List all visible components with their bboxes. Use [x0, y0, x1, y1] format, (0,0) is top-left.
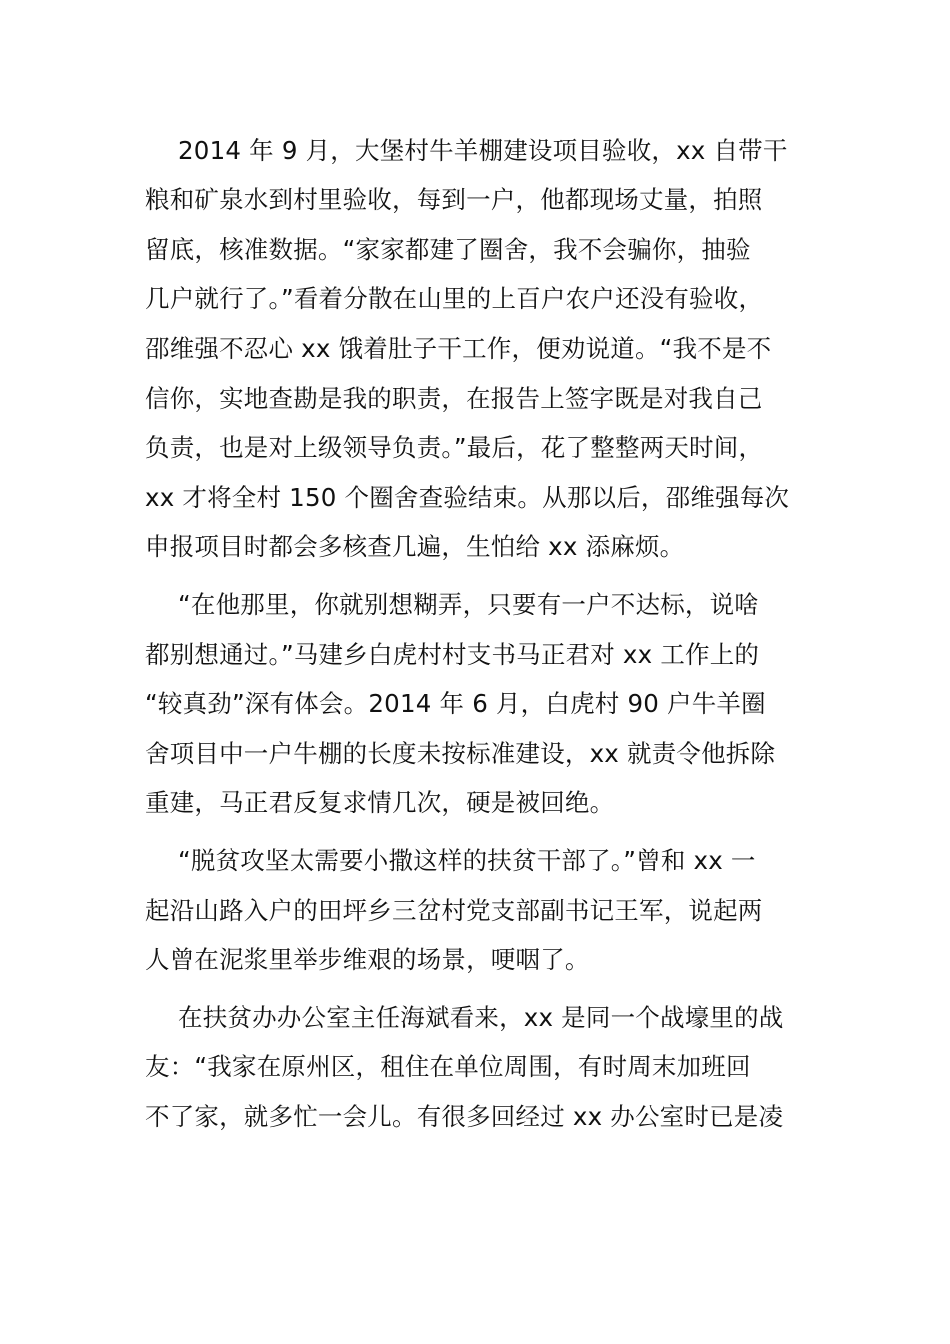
- paragraph-line: 申报项目时都会多核查几遍，生怕给 xx 添麻烦。: [145, 532, 685, 561]
- paragraph-line: xx 才将全村 150 个圈舍查验结束。从那以后，邵维强每次: [145, 483, 790, 512]
- paragraph-line: 信你，实地查勘是我的职责，在报告上签字既是对我自己: [145, 384, 763, 413]
- paragraph-line: “在他那里，你就别想糊弄，只要有一户不达标，说啥: [178, 590, 759, 619]
- paragraph-line: 在扶贫办办公室主任海斌看来，xx 是同一个战壕里的战: [178, 1003, 784, 1032]
- paragraph-line: 都别想通过。”马建乡白虎村村支书马正君对 xx 工作上的: [145, 640, 760, 669]
- paragraph-line: 粮和矿泉水到村里验收，每到一户，他都现场丈量，拍照: [145, 185, 763, 214]
- paragraph-line: 人曾在泥浆里举步维艰的场景，哽咽了。: [145, 945, 590, 974]
- paragraph-line: 起沿山路入户的田坪乡三岔村党支部副书记王军，说起两: [145, 896, 763, 925]
- paragraph-line: 留底，核准数据。“家家都建了圈舍，我不会骗你，抽验: [145, 235, 751, 264]
- paragraph-line: 不了家，就多忙一会儿。有很多回经过 xx 办公室时已是凌: [145, 1102, 784, 1131]
- paragraph-line: 邵维强不忍心 xx 饿着肚子干工作，便劝说道。“我不是不: [145, 334, 772, 363]
- paragraph-line: 几户就行了。”看着分散在山里的上百户农户还没有验收，: [145, 284, 764, 313]
- paragraph-line: 重建，马正君反复求情几次，硬是被回绝。: [145, 788, 615, 817]
- paragraph-line: 2014 年 9 月，大堡村牛羊棚建设项目验收，xx 自带干: [178, 136, 788, 165]
- paragraph-line: 舍项目中一户牛棚的长度未按标准建设，xx 就责令他拆除: [145, 739, 776, 768]
- paragraph-line: “较真劲”深有体会。2014 年 6 月，白虎村 90 户牛羊圈: [145, 689, 766, 718]
- paragraph-line: 负责，也是对上级领导负责。”最后，花了整整两天时间，: [145, 433, 764, 462]
- paragraph-line: “脱贫攻坚太需要小撒这样的扶贫干部了。”曾和 xx 一: [178, 846, 756, 875]
- paragraph-line: 友：“我家在原州区，租住在单位周围，有时周末加班回: [145, 1052, 751, 1081]
